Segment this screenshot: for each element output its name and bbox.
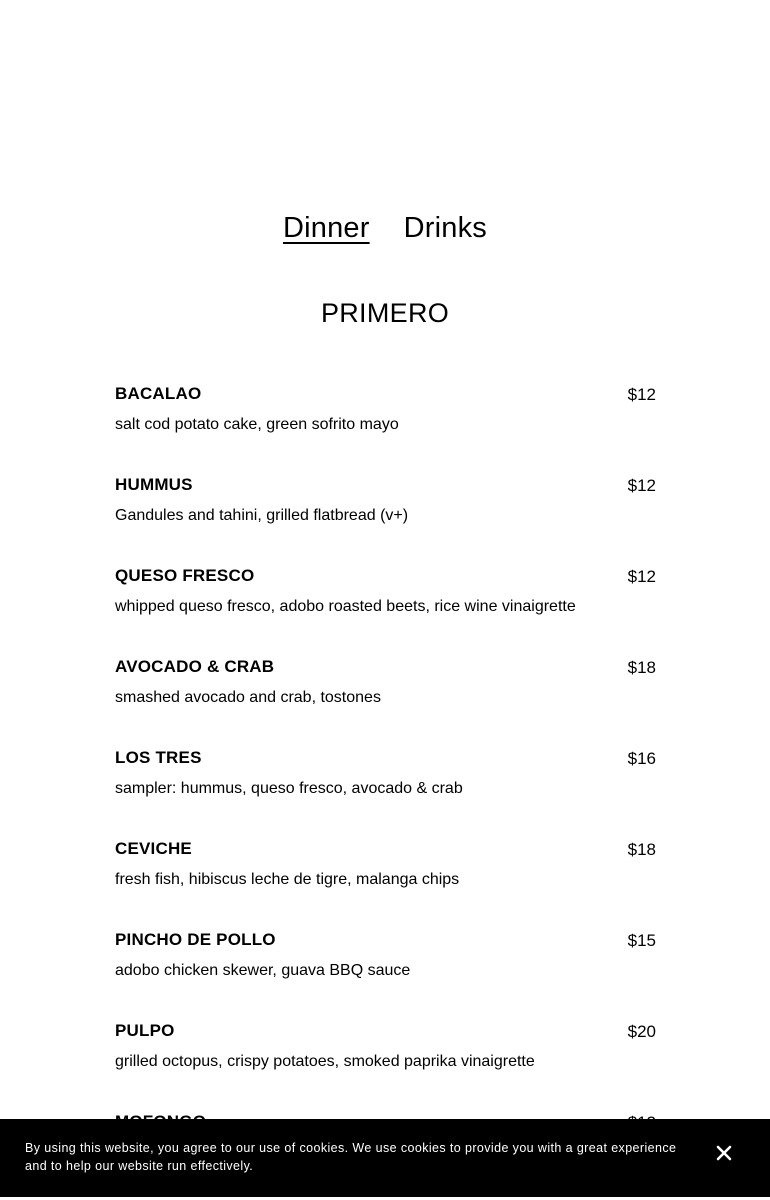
close-icon <box>710 1139 738 1167</box>
cookie-banner <box>0 1119 770 1197</box>
section-title: PRIMERO <box>320 298 450 328</box>
menu-item-avocado-crab <box>115 654 656 745</box>
item-name: HUMMUS <box>115 475 193 494</box>
cookie-message: By using this website, you agree to our use of cookies. We use cookies to provide you with a great experience and to help our website run effectively. <box>25 1141 677 1173</box>
item-name: PULPO <box>115 1021 175 1040</box>
item-name: LOS TRES <box>115 748 202 767</box>
item-description: salt cod potato cake, green sofrito mayo <box>115 416 399 433</box>
menu-item-pincho-de-pollo <box>115 927 656 1018</box>
item-description: fresh fish, hibiscus leche de tigre, malanga chips <box>115 871 460 888</box>
menu-item-ceviche <box>115 836 656 927</box>
item-description: grilled octopus, crispy potatoes, smoked paprika vinaigrette <box>115 1053 535 1070</box>
item-name: QUESO FRESCO <box>115 566 255 585</box>
item-description: whipped queso fresco, adobo roasted beets, rice wine vinaigrette <box>115 598 576 615</box>
item-description: Gandules and tahini, grilled flatbread (v+) <box>115 507 409 524</box>
item-price: $16 <box>627 749 656 768</box>
item-price: $20 <box>627 1022 656 1041</box>
menu-item-hummus <box>115 472 656 563</box>
menu-list <box>115 381 656 1200</box>
menu-item-bacalao <box>115 381 656 472</box>
menu-item-pulpo <box>115 1018 656 1109</box>
item-price: $12 <box>627 476 656 495</box>
menu-item-los-tres <box>115 745 656 836</box>
menu-item-queso-fresco <box>115 563 656 654</box>
item-price: $12 <box>627 567 656 586</box>
item-price: $15 <box>627 931 656 950</box>
item-description: sampler: hummus, queso fresco, avocado & crab <box>115 780 463 797</box>
item-name: PINCHO DE POLLO <box>115 930 276 949</box>
item-name: CEVICHE <box>115 839 192 858</box>
item-price: $12 <box>627 385 656 404</box>
item-name: AVOCADO & CRAB <box>115 657 275 676</box>
item-description: adobo chicken skewer, guava BBQ sauce <box>115 962 411 979</box>
item-price: $18 <box>627 840 656 859</box>
item-name: BACALAO <box>115 384 202 403</box>
tab-drinks[interactable]: Drinks <box>403 212 487 244</box>
tab-dinner[interactable]: Dinner <box>282 212 370 244</box>
item-description: smashed avocado and crab, tostones <box>115 689 381 706</box>
cookie-close-button[interactable] <box>710 1139 738 1167</box>
menu-tabs <box>0 208 770 248</box>
item-price: $18 <box>627 658 656 677</box>
